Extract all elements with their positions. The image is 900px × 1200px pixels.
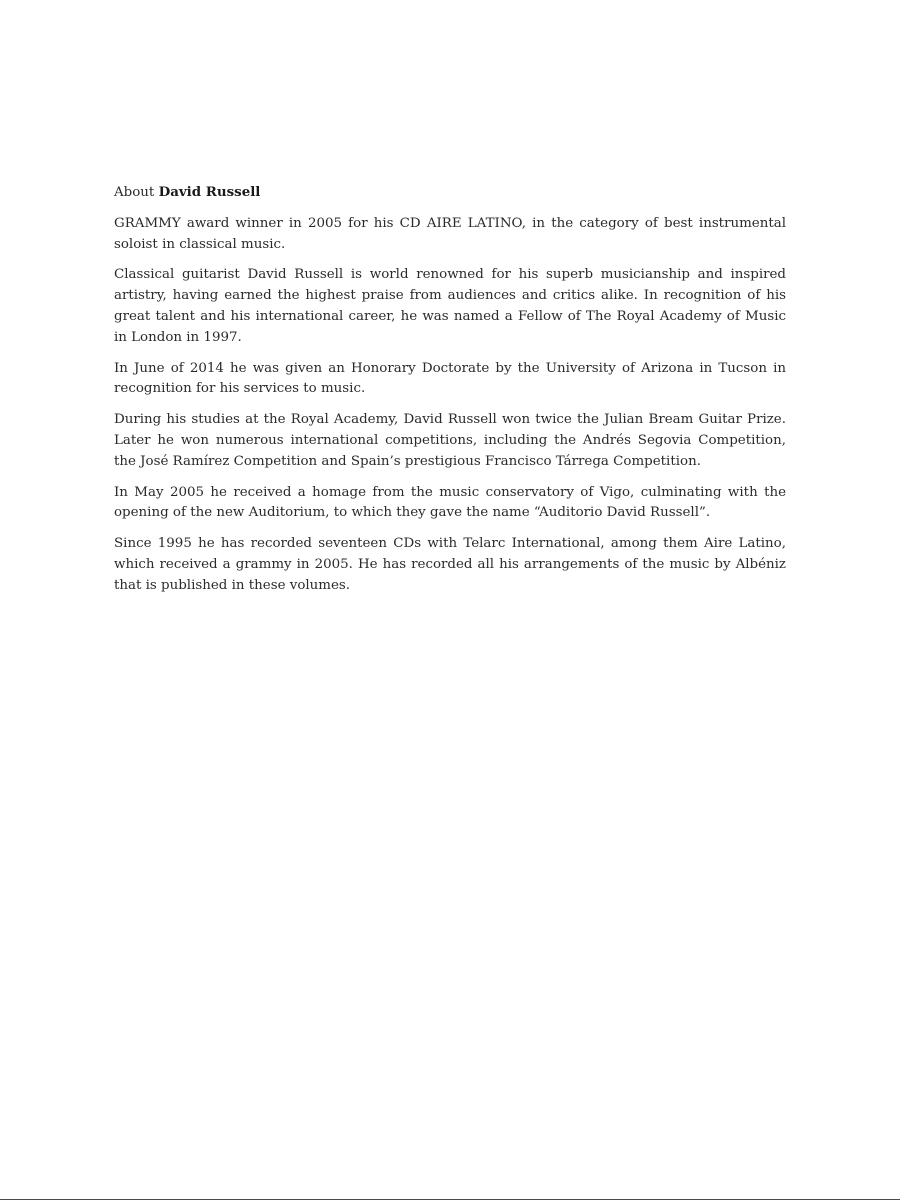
- heading-prefix: About: [114, 185, 159, 200]
- heading-name: David Russell: [158, 184, 261, 200]
- paragraph-renown: Classical guitarist David Russell is world renowned for his superb musicianship and inspired artistry, having earned the highest praise from audiences and critics alike. In recognition of his great talent and his international career, he was named a Fellow of The Royal Academy of Music in London in 1997.: [114, 267, 786, 345]
- paragraph-doctorate: In June of 2014 he was given an Honorary Doctorate by the University of Arizona in Tucson in recognition for his services to music.: [114, 360, 786, 397]
- biography-section: [114, 182, 786, 607]
- paragraph-grammy: GRAMMY award winner in 2005 for his CD AIRE LATINO, in the category of best instrumental soloist in classical music.: [114, 215, 786, 252]
- section-heading: [114, 182, 786, 204]
- paragraph-studies: During his studies at the Royal Academy, David Russell won twice the Julian Bream Guitar Prize. Later he won numerous international competitions, including the Andrés Segovia Competition, the José Ramírez Competition and Spain’s prestigious Francisco Tárrega Competition.: [114, 412, 786, 469]
- paragraph-recordings: Since 1995 he has recorded seventeen CDs with Telarc International, among them Aire Latino, which received a grammy in 2005. He has recorded all his arrangements of the music by Albéniz that is published in these volumes.: [114, 536, 786, 593]
- paragraph-homage: In May 2005 he received a homage from the music conservatory of Vigo, culminating with the opening of the new Auditorium, to which they gave the name “Auditorio David Russell”.: [114, 484, 786, 521]
